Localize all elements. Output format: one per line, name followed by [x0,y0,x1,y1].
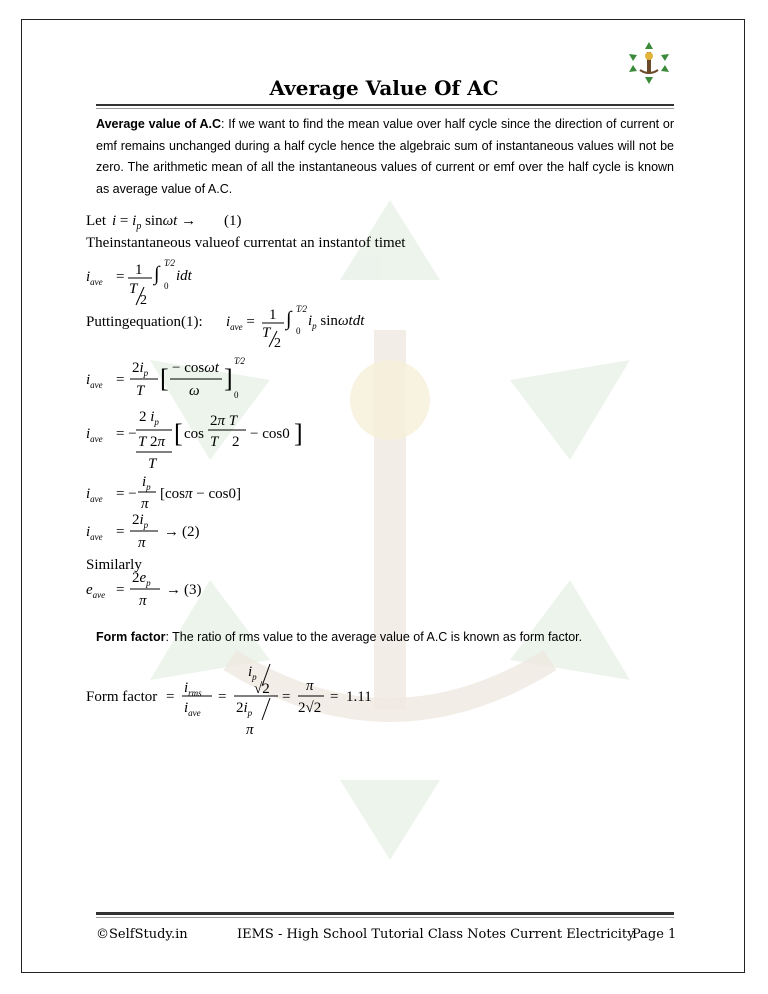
svg-text:irms: $i_{rms}$ [184,680,202,698]
average-value-paragraph [96,114,674,200]
svg-text:]: ] [294,419,303,448]
svg-text:iave: $i_{ave}$ [184,700,201,718]
svg-text:0: 0 [296,326,301,336]
footer-copyright: ©SelfStudy.in [96,927,188,942]
svg-text:=: = [166,689,175,705]
integral-sign: ∫ [154,263,160,285]
form-factor-definition: : The ratio of rms value to the average value of A.C is known as form factor. [165,630,583,644]
svg-text:2π T: 2π T [210,413,238,429]
average-value-term: Average value of A.C [96,117,221,131]
footer-rule-thin [96,917,674,918]
svg-text:iave: $i_{ave}$ [86,524,103,542]
svg-text:2: 2 [232,434,240,450]
equation-number-2: (2) [182,524,200,540]
svg-text:− cosωt: − cosωt [172,360,219,376]
svg-text:[cosπ − cos0]: [cosπ − cos0] [160,486,241,502]
svg-text:π: π [306,678,314,694]
svg-text:∫: ∫ [286,308,292,330]
svg-text:=: = [116,582,125,598]
svg-text:2π: 2π [150,434,166,450]
similarly-label: Similarly [86,557,142,573]
let-label: Let [86,213,106,229]
svg-text:ω: ω [189,383,200,399]
svg-text:2: 2 [274,336,281,351]
svg-text:π: π [139,593,147,609]
svg-text:2ip: $2i_p$ [236,700,253,718]
svg-text:= −: = − [116,486,137,502]
svg-text:=: = [330,689,339,705]
svg-text:iave: $i_{ave}$ [86,486,103,504]
instantaneous-value-text: Theinstantaneous valueof currentat an instantof timet [86,235,406,251]
header-rule-thin [96,108,674,109]
page-title: Average Value Of AC [269,76,499,100]
svg-text:T: T [148,456,157,472]
svg-text:T: T [262,325,271,341]
svg-text:[: [ [160,364,169,393]
svg-text:cos: cos [184,426,204,442]
svg-text:2ep: $2e_p$ [132,570,151,588]
svg-text:iave =: $i_{ave}$ = [226,314,255,332]
equation-number-1: (1) [224,213,242,229]
form-factor-paragraph [96,627,674,649]
putting-equation-label: Puttingequation(1): [86,314,203,330]
svg-text:T: T [210,434,219,450]
svg-text:− cos0: − cos0 [250,426,290,442]
svg-text:=: = [282,689,291,705]
equation-number-3: (3) [184,582,202,598]
svg-text:0: 0 [164,281,169,291]
i-ave-symbol: $i_{ave}$ [86,269,103,287]
svg-text:iave: $i_{ave}$ [86,426,103,444]
svg-text:T: T [136,383,145,399]
svg-text:π: π [141,496,149,512]
svg-text:2√2: 2√2 [298,700,322,716]
svg-text:=: = [116,372,125,388]
page-number: Page 1 [632,927,677,942]
svg-text:=: = [116,524,125,540]
svg-text:2ip: $2i_p$ [132,360,149,378]
svg-text:π: π [246,722,254,738]
fraction-numerator: 1 [135,262,143,278]
footer-title: IEMS - High School Tutorial Class Notes Current Electricity [237,927,635,942]
svg-text:= −: = − [116,426,137,442]
form-factor-label: Form factor [86,689,158,705]
svg-text:→: → [164,524,179,540]
average-value-definition: : If we want to find the mean value over half cycle since the direction of current or emf remains unchanged during a half cycle hence the algebraic sum of instantaneous values will not be zero. The arithmetic mean of all the instantaneous values of current or emf over the half cycle is known as average value of A.C. [96,117,674,196]
svg-text:T: T [138,434,147,450]
svg-text:T⁄2: T⁄2 [234,356,246,366]
svg-text:=: = [218,689,227,705]
integrand: idt [176,268,192,284]
svg-text:2ip: $2i_p$ [132,512,149,530]
form-factor-result: 1.11 [346,689,372,705]
svg-text:2 ip: 2 $i_p$ [139,409,159,427]
fraction-denominator: T [129,281,138,297]
form-factor-equation [86,660,546,760]
svg-text:eave: $e_{ave}$ [86,582,106,600]
header-rule [96,104,674,106]
svg-text:]: ] [224,364,233,393]
form-factor-term: Form factor [96,630,166,644]
svg-text:→: → [166,582,181,598]
svg-text:0: 0 [234,390,239,400]
svg-text:iave: $i_{ave}$ [86,372,103,390]
svg-text:ip sinωtdt: $i_p$ sinωtdt [308,313,365,331]
average-value-derivation [86,206,546,686]
svg-text:1: 1 [269,307,277,323]
svg-text:T⁄2: T⁄2 [296,304,308,314]
svg-text:T⁄2: T⁄2 [164,258,176,268]
svg-text:π: π [138,535,146,551]
svg-text:√2: √2 [254,681,270,697]
let-equation: $i = i_p$ sinωt → [112,213,197,232]
footer-rule [96,912,674,915]
svg-text:[: [ [174,419,183,448]
svg-text:ip: $i_p$ [248,664,257,682]
svg-text:ip: $i_p$ [142,474,151,492]
fraction-denominator-two: 2 [140,293,147,308]
equals-sign: = [116,269,125,285]
